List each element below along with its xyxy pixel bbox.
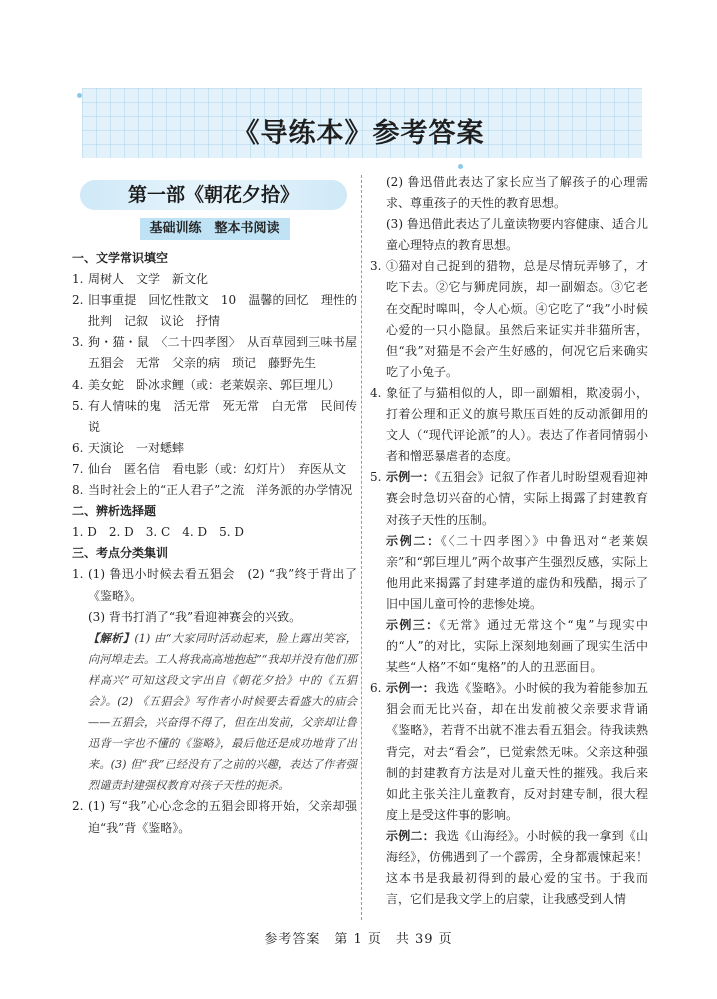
item-text: (1) 写“我”心心念念的五猖会即将开始，父亲却强迫“我”背《鉴略》。 xyxy=(88,799,357,835)
page-title: 《导练本》参考答案 xyxy=(232,118,485,149)
item-number: 5. xyxy=(370,470,382,485)
item-text: 天演论 一对蟋蟀 xyxy=(88,440,185,455)
list-item xyxy=(72,332,370,374)
item-text: 美女蛇 卧冰求鲤（或：老莱娱亲、郭巨埋儿） xyxy=(88,377,341,392)
example xyxy=(386,678,648,826)
heading-categorized-practice: 三、考点分类集训 xyxy=(72,546,169,561)
heading-literary-knowledge: 一、文学常识填空 xyxy=(72,251,169,265)
item-number: 1. xyxy=(72,567,84,582)
list-item xyxy=(72,459,357,480)
item-text: 旧事重提 回忆性散文 10 温馨的回忆 理性的批判 记叙 议论 抒情 xyxy=(88,293,357,329)
banner-dot xyxy=(458,164,463,169)
example-label: 示例二： xyxy=(386,533,441,548)
right-column xyxy=(370,172,648,910)
item-number: 6. xyxy=(72,440,84,455)
example-label: 示例一： xyxy=(386,681,435,696)
item-body xyxy=(88,564,357,796)
item-text: 周树人 文学 新文化 xyxy=(88,272,209,287)
left-column xyxy=(72,172,370,839)
item-number: 6. xyxy=(370,681,382,696)
column-divider xyxy=(361,175,362,920)
item-number: 3. xyxy=(370,259,382,274)
list-item xyxy=(370,467,648,678)
example-text: 《〈二十四孝图〉》中鲁迅对“老莱娱亲”和“郭巨埋儿”两个故事产生强烈反感，实际上他用此来揭露了封建孝道的虚伪和残酷，揭示了旧中国儿童可怜的悲惨处境。 xyxy=(386,533,648,611)
list-item xyxy=(72,396,357,438)
item-number: 4. xyxy=(370,385,382,400)
item-text: ①猫对自己捉到的猎物，总是尽情玩弄够了，才吃下去。②它与狮虎同族，却一副媚态。③它老在交配时嗥叫，令人心烦。④它吃了“我”小时候心爱的一只小隐鼠。虽然后来证实并非猫所害，但“我”对猫是不会产生好感的，何况它后来确实吃了小兔子。 xyxy=(386,259,648,379)
analysis-text: (1) 由“大家同时活动起来，脸上露出笑容，向河埠走去。工人将我高高地抱起”“我却并没有他们那样高兴”可知这段文字出自《朝花夕拾》中的《五猖会》。(2) 《五猖会》写作者小时候要去看盛大的庙会——五猖会，兴奋得不得了，但在出发前，父亲却让鲁迅背一字也不懂的《鉴略》，最后他还是成功地背了出来。(3) 但“我”已经没有了之前的兴趣，表达了作者强烈谴责封建强权教育对孩子天性的扼杀。 xyxy=(88,631,357,793)
multiple-choice-answers: 1. D 2. D 3. C 4. D 5. D xyxy=(72,525,244,540)
answer-part: (3) 鲁迅借此表达了儿童读物要内容健康、适合儿童心理特点的教育思想。 xyxy=(386,217,648,253)
item-number: 2. xyxy=(72,293,84,308)
item-text: 狗・猫・鼠 〈二十四孝图〉 从百草园到三味书屋 五猖会 无常 父亲的病 琐记 藤野先生 xyxy=(88,335,370,371)
analysis-note xyxy=(88,628,357,797)
example xyxy=(386,615,648,678)
example xyxy=(386,826,648,910)
example-label: 示例二： xyxy=(386,828,435,843)
item-number: 8. xyxy=(72,483,84,498)
banner-dot xyxy=(77,93,82,98)
example xyxy=(386,531,648,615)
analysis-label: 【解析】 xyxy=(88,630,135,645)
answer-part: (3) 背书打消了“我”看迎神赛会的兴致。 xyxy=(88,609,302,624)
item-number: 4. xyxy=(72,377,84,392)
example-text: 我选《鉴略》。小时候的我为着能参加五猖会而无比兴奋，却在出发前被父亲要求背诵《鉴略》，若背不出就不准去看五猖会。待我读熟背完，对去“看会”，已觉索然无味。父亲这种强制的封建教育方法是对儿童天性的摧残。我后来如此主张关注儿童教育，反对封建专制，很大程度上是受这件事的影响。 xyxy=(386,681,648,822)
list-item xyxy=(72,290,357,332)
heading-multiple-choice: 二、辨析选择题 xyxy=(72,504,157,519)
item-number: 3. xyxy=(72,335,84,350)
list-item xyxy=(72,564,357,796)
answer-part: (2) 鲁迅借此表达了家长应当了解孩子的心理需求、尊重孩子的天性的教育思想。 xyxy=(386,175,648,211)
list-item xyxy=(72,480,357,501)
item-number: 2. xyxy=(72,799,84,814)
subsection-title: 基础训练 整本书阅读 xyxy=(140,218,290,240)
example-label: 示例一： xyxy=(386,470,435,485)
list-item xyxy=(72,375,357,396)
example-label: 示例三： xyxy=(386,617,440,632)
item-body xyxy=(386,467,648,678)
item-number: 7. xyxy=(72,461,84,476)
list-item xyxy=(370,383,648,467)
example-text: 我选《山海经》。小时候的我一拿到《山海经》，仿佛遇到了一个霹雳，全身都震悚起来！这本书是我最初得到的最心爱的宝书。于我而言，它们是我文学上的启蒙，让我感受到人情 xyxy=(386,828,648,907)
item-number: 5. xyxy=(72,398,84,413)
item-text: 仙台 匿名信 看电影（或：幻灯片） 弃医从文 xyxy=(88,461,347,476)
example-text: 《无常》通过无常这个“鬼”与现实中的“人”的对比，实际上深刻地刻画了现实生活中某些“人格”不如“鬼格”的人的丑恶面目。 xyxy=(386,617,648,675)
page-footer: 参考答案 第 1 页 共 39 页 xyxy=(264,932,453,947)
list-item xyxy=(370,256,648,383)
example-text: 《五猖会》记叙了作者儿时盼望观看迎神赛会时急切兴奋的心情，实际上揭露了封建教育对孩子天性的压制。 xyxy=(386,470,648,527)
item-number: 1. xyxy=(72,272,84,287)
list-item xyxy=(72,438,357,459)
item-text: 象征了与猫相似的人，即一副媚相，欺凌弱小，打着公理和正义的旗号欺压百姓的反动派御用的文人（“现代评论派”的人）。表达了作者同情弱小者和憎恶暴虐者的态度。 xyxy=(386,385,648,464)
list-item xyxy=(72,796,357,838)
list-item xyxy=(370,678,648,910)
item-text: 当时社会上的“正人君子”之流 洋务派的办学情况 xyxy=(88,483,353,498)
section-title: 第一部《朝花夕拾》 xyxy=(80,180,347,210)
answer-part: (1) 鲁迅小时候去看五猖会 (2) “我”终于背出了《鉴略》。 xyxy=(88,567,357,603)
list-item xyxy=(72,269,357,290)
item-text: 有人情味的鬼 活无常 死无常 白无常 民间传说 xyxy=(88,398,357,434)
example xyxy=(386,467,648,530)
item-body xyxy=(386,678,648,910)
